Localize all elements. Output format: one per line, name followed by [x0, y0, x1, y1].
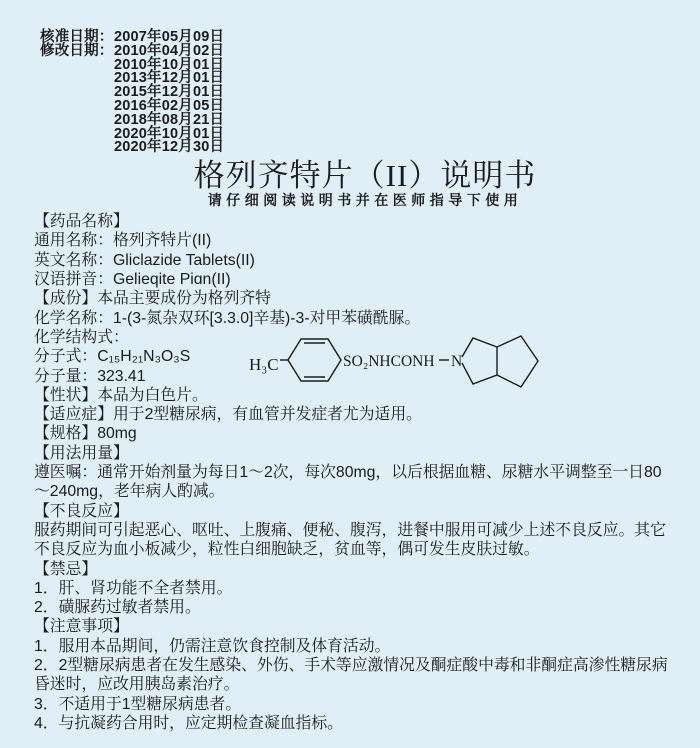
page-subtitle: 请仔细阅读说明书并在医师指导下使用	[207, 194, 523, 210]
leaflet-header	[0, 159, 700, 210]
revision-date-value: 2016年02月05日	[114, 97, 225, 114]
revision-date-value: 2010年04月02日	[114, 42, 225, 59]
revision-date-value: 2018年08月21日	[114, 111, 225, 128]
bicyclic-ring-left	[462, 338, 497, 384]
contraindication-item: 2．磺脲药过敏者禁用。	[34, 599, 201, 617]
bicyclic-ring-right	[497, 336, 538, 387]
revision-date-extra-row	[40, 141, 700, 155]
drug-name-heading: 【药品名称】	[34, 213, 129, 231]
approval-date-value: 2007年05月09日	[114, 29, 225, 45]
revision-date-value: 2020年12月30日	[114, 139, 225, 156]
precaution-item: 3．不适用于1型糖尿病患者。	[34, 695, 242, 713]
precaution-item: 1．服用本品期间，仍需注意饮食控制及体育活动。	[34, 637, 391, 655]
chemical-structure-drawing	[243, 330, 575, 398]
approval-date-label: 核准日期：	[40, 29, 114, 45]
precaution-item: 4．与抗凝药合用时，应定期检查凝血指标。	[34, 714, 343, 732]
structure-label-line: 化学结构式：	[34, 328, 129, 346]
page-title: 格列齐特片（II）说明书	[193, 158, 537, 194]
chemical-name-line: 化学名称：1-(3-氮杂双环[3.3.0]辛基)-3-对甲苯磺酰脲。	[34, 309, 421, 327]
sulfonyl-chain-label: SO₂NHCONH	[343, 353, 435, 370]
leaflet-body	[34, 212, 670, 733]
dosage-text: 遵医嘱：通常开始剂量为每日1～2次，每次80mg，以后根据血糖、尿糖水平调整至一日80～240mg，老年病人酌减。	[34, 464, 662, 501]
strength-line: 【规格】80mg	[34, 425, 137, 443]
precautions-heading: 【注意事项】	[34, 618, 129, 636]
benzene-ring	[288, 339, 341, 381]
molecular-formula-line: 分子式：C₁₅H₂₁N₃O₃S	[34, 348, 191, 366]
adverse-reactions-text: 服药期间可引起恶心、呕吐、上腹痛、便秘、腹泻，进餐中服用可减少上述不良反应。其它不良反应为血小板减少，粒性白细胞缺乏，贫血等，偶可发生皮肤过敏。	[34, 521, 666, 559]
revision-date-value: 2015年12月01日	[114, 84, 225, 101]
generic-name-line: 通用名称：格列齐特片(II)	[34, 232, 212, 250]
methyl-group-label: H₃C	[249, 355, 279, 374]
properties-line: 【性状】本品为白色片。	[34, 386, 208, 404]
pinyin-name-line: 汉语拼音：Gelieqite Piɑn(II)	[34, 271, 231, 289]
dosage-heading: 【用法用量】	[34, 444, 129, 462]
composition-line: 【成份】本品主要成份为格列齐特	[34, 290, 271, 308]
contraindication-item: 1．肝、肾功能不全者禁用。	[34, 579, 233, 597]
precaution-item: 2．2型糖尿病患者在发生感染、外伤、手术等应激情况及酮症酸中毒和非酮症高渗性糖尿病昏迷时，应改用胰岛素治疗。	[34, 657, 668, 694]
revision-date-value: 2020年10月01日	[114, 125, 225, 142]
adverse-reactions-heading: 【不良反应】	[34, 502, 129, 520]
revision-date-label: 修改日期：	[40, 42, 114, 59]
revision-date-value: 2010年10月01日	[114, 56, 225, 73]
molecular-weight-line: 分子量：323.41	[34, 367, 146, 385]
indications-line: 【适应症】用于2型糖尿病，有血管并发症者尤为适用。	[34, 406, 422, 424]
revision-date-value: 2013年12月01日	[114, 70, 225, 87]
english-name-line: 英文名称：Gliclazide Tablets(II)	[34, 251, 255, 269]
ring-nitrogen-label: N	[451, 353, 463, 370]
contraindications-heading: 【禁忌】	[34, 560, 98, 578]
approval-dates-block	[40, 0, 700, 155]
